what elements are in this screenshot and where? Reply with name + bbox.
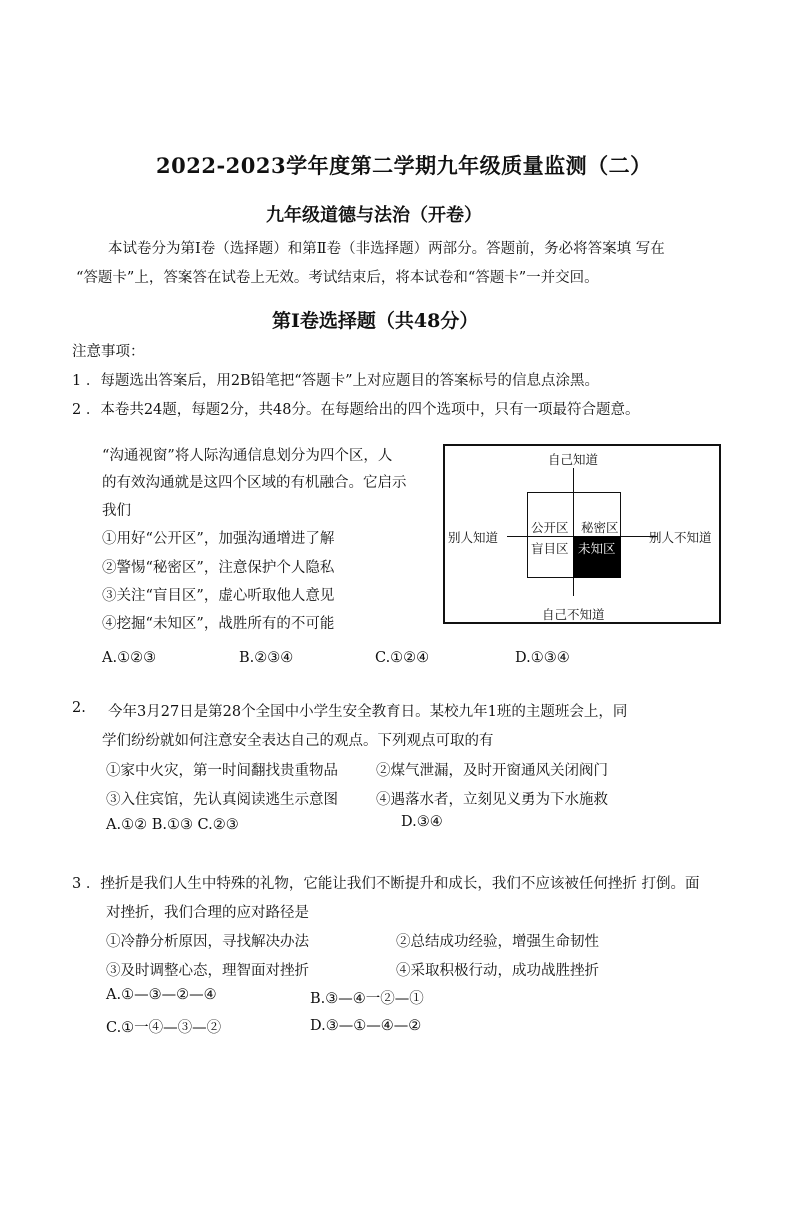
q2-option-3: ③入住宾馆，先认真阅读逃生示意图 — [106, 792, 338, 808]
figure-quadrant-blind: 盲目区 — [531, 541, 569, 556]
notice-label: 注意事项： — [72, 344, 145, 360]
q2-number: 2. — [72, 700, 86, 716]
figure-label-self-knows: 自己知道 — [548, 452, 599, 467]
q2-option-4: ④遇落水者，立刻见义勇为下水施救 — [376, 792, 608, 808]
notice-item-1: 1 ．每题选出答案后，用2B铅笔把“答题卡”上对应题目的答案标号的信息点涂黑。 — [72, 373, 600, 389]
q1-choice-b: B.②③④ — [239, 650, 294, 666]
q1-option-3: ③关注“盲目区”，虚心听取他人意见 — [102, 588, 335, 604]
q3-option-3: ③及时调整心态，理智面对挫折 — [106, 963, 309, 979]
notice-item-2: 2 ．本卷共24题，每题2分，共48分。在每题给出的四个选项中，只有一项最符合题意。 — [72, 402, 640, 418]
q2-stem-line-2: 学们纷纷就如何注意安全表达自己的观点。下列观点可取的有 — [102, 733, 494, 749]
q2-option-1: ①家中火灾，第一时间翻找贵重物品 — [106, 763, 338, 779]
figure-quadrant-secret: 秘密区 — [581, 520, 619, 535]
q2-choice-d: D.③④ — [401, 814, 443, 830]
figure-quadrant-public: 公开区 — [531, 520, 569, 535]
section-title: 第Ⅰ卷选择题（共48分） — [272, 310, 479, 332]
q3-choice-a: A.①—③—②—④ — [106, 987, 217, 1003]
q2-choices-abc: A.①② B.①③ C.②③ — [106, 817, 239, 833]
q3-choice-b: B.③—④一②—① — [310, 991, 424, 1007]
q3-option-2: ②总结成功经验，增强生命韧性 — [396, 934, 599, 950]
exam-subtitle: 九年级道德与法治（开卷） — [266, 205, 482, 226]
exam-title: 2022-2023学年度第二学期九年级质量监测（二） — [156, 153, 652, 178]
q3-option-1: ①冷静分析原因，寻找解决办法 — [106, 934, 309, 950]
figure-label-others-know: 别人知道 — [448, 530, 499, 545]
q1-choice-d: D.①③④ — [515, 650, 570, 666]
figure-quadrant-unknown: 未知区 — [578, 541, 616, 556]
figure-label-others-unknown: 别人不知道 — [649, 530, 712, 545]
q1-option-4: ④挖掘“未知区”，战胜所有的不可能 — [102, 616, 335, 632]
q2-option-2: ②煤气泄漏，及时开窗通风关闭阀门 — [376, 763, 608, 779]
q1-option-2: ②警惕“秘密区”，注意保护个人隐私 — [102, 560, 335, 576]
q1-stem-line-1: “沟通视窗”将人际沟通信息划分为四个区，人 — [102, 448, 393, 464]
q1-stem-line-2: 的有效沟通就是这四个区域的有机融合。它启示 — [102, 475, 407, 491]
q1-choice-a: A.①②③ — [102, 650, 157, 666]
q3-choice-d: D.③—①—④—② — [310, 1018, 422, 1034]
q3-choice-c: C.①一④—③—② — [106, 1020, 222, 1036]
q2-stem-line-1: 今年3月27日是第28个全国中小学生安全教育日。某校九年1班的主题班会上，同 — [108, 704, 628, 720]
q3-option-4: ④采取积极行动，成功战胜挫折 — [396, 963, 599, 979]
intro-line-2: “答题卡”上，答案答在试卷上无效。考试结束后，将本试卷和“答题卡”一并交回。 — [76, 270, 599, 286]
q1-choice-c: C.①②④ — [375, 650, 430, 666]
communication-window-figure — [443, 444, 721, 624]
q1-option-1: ①用好“公开区”，加强沟通增进了解 — [102, 531, 335, 547]
q3-stem-line-1: 3 ．挫折是我们人生中特殊的礼物，它能让我们不断提升和成长，我们不应该被任何挫折 打倒。面 — [72, 876, 700, 892]
q1-stem-line-3: 我们 — [102, 503, 131, 519]
q3-stem-line-2: 对挫折，我们合理的应对路径是 — [106, 905, 309, 921]
intro-line-1: 本试卷分为第Ⅰ卷（选择题）和第Ⅱ卷（非选择题）两部分。答题前，务必将答案填 写在 — [108, 241, 665, 257]
figure-label-self-unknown: 自己不知道 — [542, 607, 605, 622]
